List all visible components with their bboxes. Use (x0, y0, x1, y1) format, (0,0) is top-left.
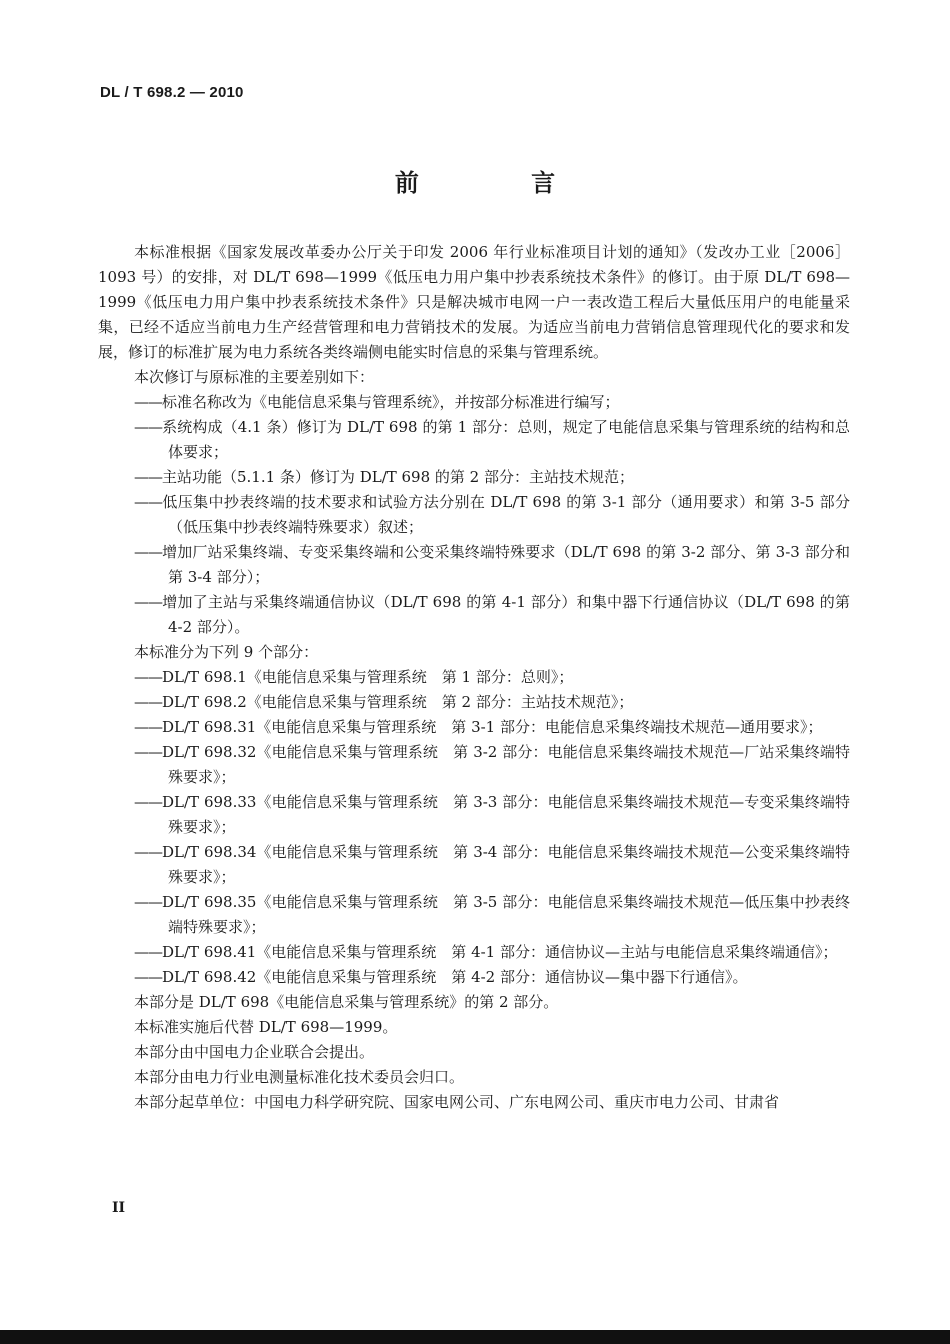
dash-list-item (98, 415, 850, 465)
dash-item-text: DL/T 698.35《电能信息采集与管理系统 第 3-5 部分：电能信息采集终端技术规范—低压集中抄表终端特殊要求》； (162, 893, 850, 936)
dash-list-item (98, 590, 850, 640)
dash-item-text: 增加厂站采集终端、专变采集终端和公变采集终端特殊要求（DL/T 698 的第 3-2 部分、第 3-3 部分和第 3-4 部分）； (162, 543, 850, 586)
dash-item-text: DL/T 698.1《电能信息采集与管理系统 第 1 部分：总则》； (162, 668, 574, 686)
dash-list-item (98, 665, 850, 690)
dash-item-text: DL/T 698.31《电能信息采集与管理系统 第 3-1 部分：电能信息采集终端技术规范—通用要求》； (162, 718, 823, 736)
dash-mark: —— (134, 493, 162, 511)
dash-mark: —— (134, 468, 162, 486)
dash-item-text: DL/T 698.34《电能信息采集与管理系统 第 3-4 部分：电能信息采集终端技术规范—公变采集终端特殊要求》； (162, 843, 850, 886)
dash-mark: —— (134, 693, 162, 711)
body-paragraph: 本部分由中国电力企业联合会提出。 (134, 1043, 375, 1061)
dash-item-text: DL/T 698.42《电能信息采集与管理系统 第 4-2 部分：通信协议—集中器下行通信》。 (162, 968, 748, 986)
body-paragraph: 本标准根据《国家发展改革委办公厅关于印发 2006 年行业标准项目计划的通知》（发改办工业［2006］1093 号）的安排，对 DL/T 698—1999《低压电力用户集中抄表系统技术条件》的修订。由于原 DL/T 698—1999《低压电力用户集中抄表系统技术条件》只是解决城市电网一户一表改造工程后大量低压用户的电能量采集，已经不适应当前电力生产经营管理和电力营销技术的发展。为适应当前电力营销信息管理现代化的要求和发展，修订的标准扩展为电力系统各类终端侧电能实时信息的采集与管理系统。 (98, 243, 850, 361)
dash-mark: —— (134, 793, 162, 811)
dash-list-item (98, 690, 850, 715)
body-paragraph: 本次修订与原标准的主要差别如下： (134, 368, 375, 386)
body-paragraph: 本部分是 DL/T 698《电能信息采集与管理系统》的第 2 部分。 (134, 993, 559, 1011)
dash-list-item (98, 840, 850, 890)
document-body (98, 240, 850, 1115)
dash-mark: —— (134, 743, 162, 761)
page-title: 前 言 (394, 168, 608, 197)
dash-mark: —— (134, 968, 162, 986)
dash-item-text: DL/T 698.33《电能信息采集与管理系统 第 3-3 部分：电能信息采集终端技术规范—专变采集终端特殊要求》； (162, 793, 850, 836)
dash-mark: —— (134, 418, 162, 436)
dash-list-item (98, 715, 850, 740)
dash-list-item (98, 465, 850, 490)
standard-code: DL / T 698.2 — 2010 (100, 84, 244, 101)
dash-list-item (98, 940, 850, 965)
dash-mark: —— (134, 393, 162, 411)
dash-mark: —— (134, 893, 162, 911)
dash-item-text: 标准名称改为《电能信息采集与管理系统》，并按部分标准进行编写； (162, 393, 620, 411)
dash-list-item (98, 540, 850, 590)
dash-item-text: 系统构成（4.1 条）修订为 DL/T 698 的第 1 部分：总则，规定了电能信息采集与管理系统的结构和总体要求； (162, 418, 850, 461)
body-paragraph: 本部分由电力行业电测量标准化技术委员会归口。 (134, 1068, 465, 1086)
dash-mark: —— (134, 943, 162, 961)
dash-list-item (98, 965, 850, 990)
dash-list-item (98, 740, 850, 790)
dash-mark: —— (134, 718, 162, 736)
dash-list-item (98, 790, 850, 840)
dash-item-text: DL/T 698.32《电能信息采集与管理系统 第 3-2 部分：电能信息采集终端技术规范—厂站采集终端特殊要求》； (162, 743, 850, 786)
dash-list-item (98, 490, 850, 540)
dash-mark: —— (134, 593, 162, 611)
body-paragraph: 本标准分为下列 9 个部分： (134, 643, 319, 661)
dash-item-text: 低压集中抄表终端的技术要求和试验方法分别在 DL/T 698 的第 3-1 部分（通用要求）和第 3-5 部分（低压集中抄表终端特殊要求）叙述； (162, 493, 850, 536)
dash-item-text: DL/T 698.41《电能信息采集与管理系统 第 4-1 部分：通信协议—主站与电能信息采集终端通信》； (162, 943, 838, 961)
body-paragraph: 本标准实施后代替 DL/T 698—1999。 (134, 1018, 398, 1036)
dash-mark: —— (134, 843, 162, 861)
dash-list-item (98, 890, 850, 940)
dash-item-text: 主站功能（5.1.1 条）修订为 DL/T 698 的第 2 部分：主站技术规范； (162, 468, 634, 486)
page-number: II (112, 1200, 126, 1216)
bottom-border (0, 1330, 950, 1344)
dash-item-text: DL/T 698.2《电能信息采集与管理系统 第 2 部分：主站技术规范》； (162, 693, 634, 711)
dash-list-item (98, 390, 850, 415)
dash-mark: —— (134, 543, 162, 561)
body-paragraph: 本部分起草单位：中国电力科学研究院、国家电网公司、广东电网公司、重庆市电力公司、甘肃省 (134, 1093, 780, 1111)
dash-mark: —— (134, 668, 162, 686)
dash-item-text: 增加了主站与采集终端通信协议（DL/T 698 的第 4-1 部分）和集中器下行通信协议（DL/T 698 的第 4-2 部分）。 (162, 593, 850, 636)
